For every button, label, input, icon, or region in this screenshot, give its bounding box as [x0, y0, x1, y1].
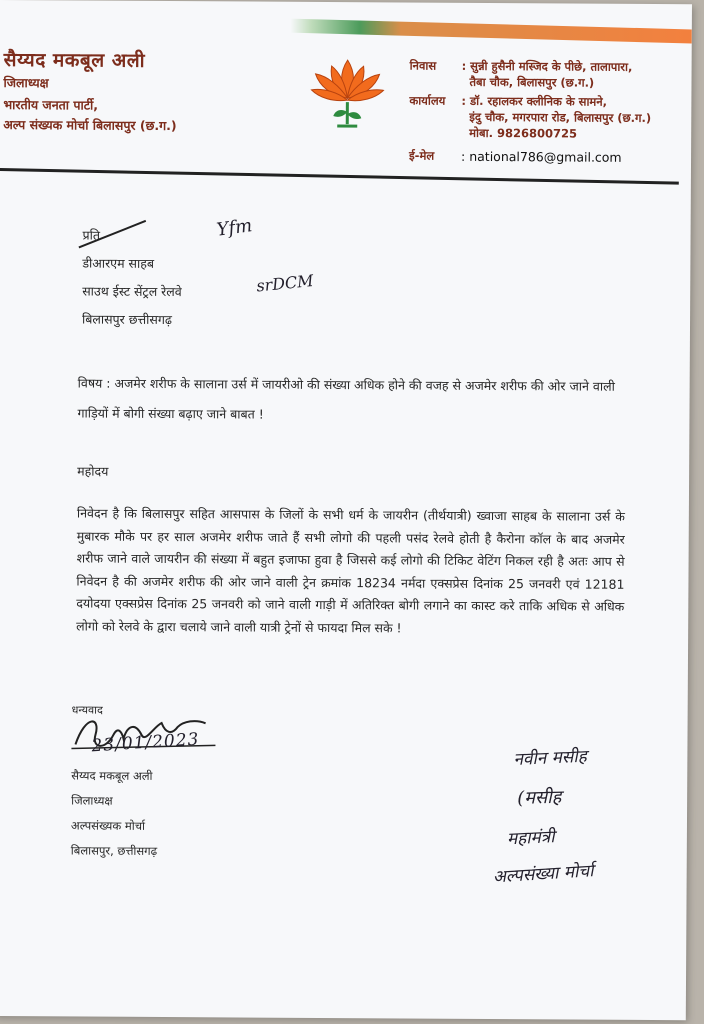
second-signatory-wing: अल्पसंख्या मोर्चा — [492, 861, 595, 888]
recipient-line2: साउथ ईस्ट सेंट्रल रेलवे — [82, 283, 182, 300]
signature-date: 23/01/2023 — [90, 729, 200, 757]
recipient-to: प्रति — [82, 227, 101, 243]
handwritten-mark-2: srDCM — [255, 270, 315, 296]
residence-line1: : सुन्नी हुसैनी मस्जिद के पीछे, तालापारा, — [461, 58, 633, 74]
letterhead-wing: अल्प संख्यक मोर्चा बिलासपुर (छ.ग.) — [3, 117, 177, 134]
body-paragraph: निवेदन है कि बिलासपुर सहित आसपास के जिलों के सभी धर्म के जायरीन (तीर्थयात्री) ख्वाजा साहब के सालाना उर्स के मुबारक मौके पर हर साल अजमेर शरीफ जाते हैं सभी लोगो की पहली पसंद रेलवे होती है कैरोना कॉल के बाद अजमेर शरीफ जाने वाले जायरीन की संख्या में बहुत इजाफा हुवा है जिससे कई लोगो की टिकिट वेटिंग निकल रही है अतः आप से निवेदन है की अजमेर शरीफ की ओर जाने वाली ट्रेन क्रमांक 18234 नर्मदा एक्सप्रेस दिनांक 25 जनवरी एवं 12181 दयोदया एक्सप्रेस दिनांक 25 जनवरी को जाने वाली गाड़ी में अतिरिक्त बोगी लगाने का कास्ट करे ताकि अधिक से अधिक लोगो को रेलवे के द्वारा चलाये जाने वाली यात्री ट्रेनों से फायदा मिल सके ! — [76, 505, 625, 635]
email-address: : national786@gmail.com — [461, 148, 622, 165]
closing-place: बिलासपुर, छत्तीसगढ़ — [70, 843, 158, 858]
second-signatory-signature: (मसीह — [516, 786, 562, 809]
subject-line: विषय : अजमेर शरीफ के सालाना उर्स में जायरीओ की संख्या अधिक होने की वजह से अजमेर शरीफ की ओर जाने वाली गाड़ियों में बोगी संख्या बढ़ाए जाने बाबत ! — [77, 375, 615, 422]
recipient-line3: बिलासपुर छत्तीसगढ़ — [82, 311, 172, 328]
residence-label: निवास — [409, 58, 437, 73]
second-signatory-designation: महामंत्री — [506, 827, 555, 850]
residence-line2: तैबा चौक, बिलासपुर (छ.ग.) — [469, 74, 595, 90]
mobile-number: मोबा. 9826800725 — [469, 125, 578, 141]
office-line2: इंदु चौक, मगरपारा रोड, बिलासपुर (छ.ग.) — [469, 109, 652, 125]
salutation: महोदय — [77, 463, 109, 479]
email-label: ई-मेल — [409, 148, 435, 163]
closing-thanks: धन्यवाद — [71, 703, 103, 717]
recipient-line1: डीआरएम साहब — [82, 255, 155, 271]
closing-designation: जिलाध्यक्ष — [71, 793, 113, 808]
letterhead-party: भारतीय जनता पार्टी, — [3, 97, 99, 113]
lotus-logo-icon — [305, 52, 390, 137]
letterhead-divider — [0, 168, 679, 185]
office-line1: : डॉ. रहालकर क्लीनिक के सामने, — [461, 93, 608, 109]
closing-name: सैय्यद मकबूल अली — [71, 768, 153, 783]
letterhead-designation: जिलाध्यक्ष — [3, 75, 49, 91]
handwritten-mark-1: Yfm — [215, 215, 254, 241]
letterhead-color-stripe — [0, 11, 692, 44]
second-signatory-name: नवीन मसीह — [513, 746, 588, 771]
letterhead-name: सैय्यद मकबूल अली — [3, 49, 146, 72]
office-label: कार्यालय — [409, 93, 446, 108]
closing-wing: अल्पसंख्यक मोर्चा — [70, 818, 146, 833]
